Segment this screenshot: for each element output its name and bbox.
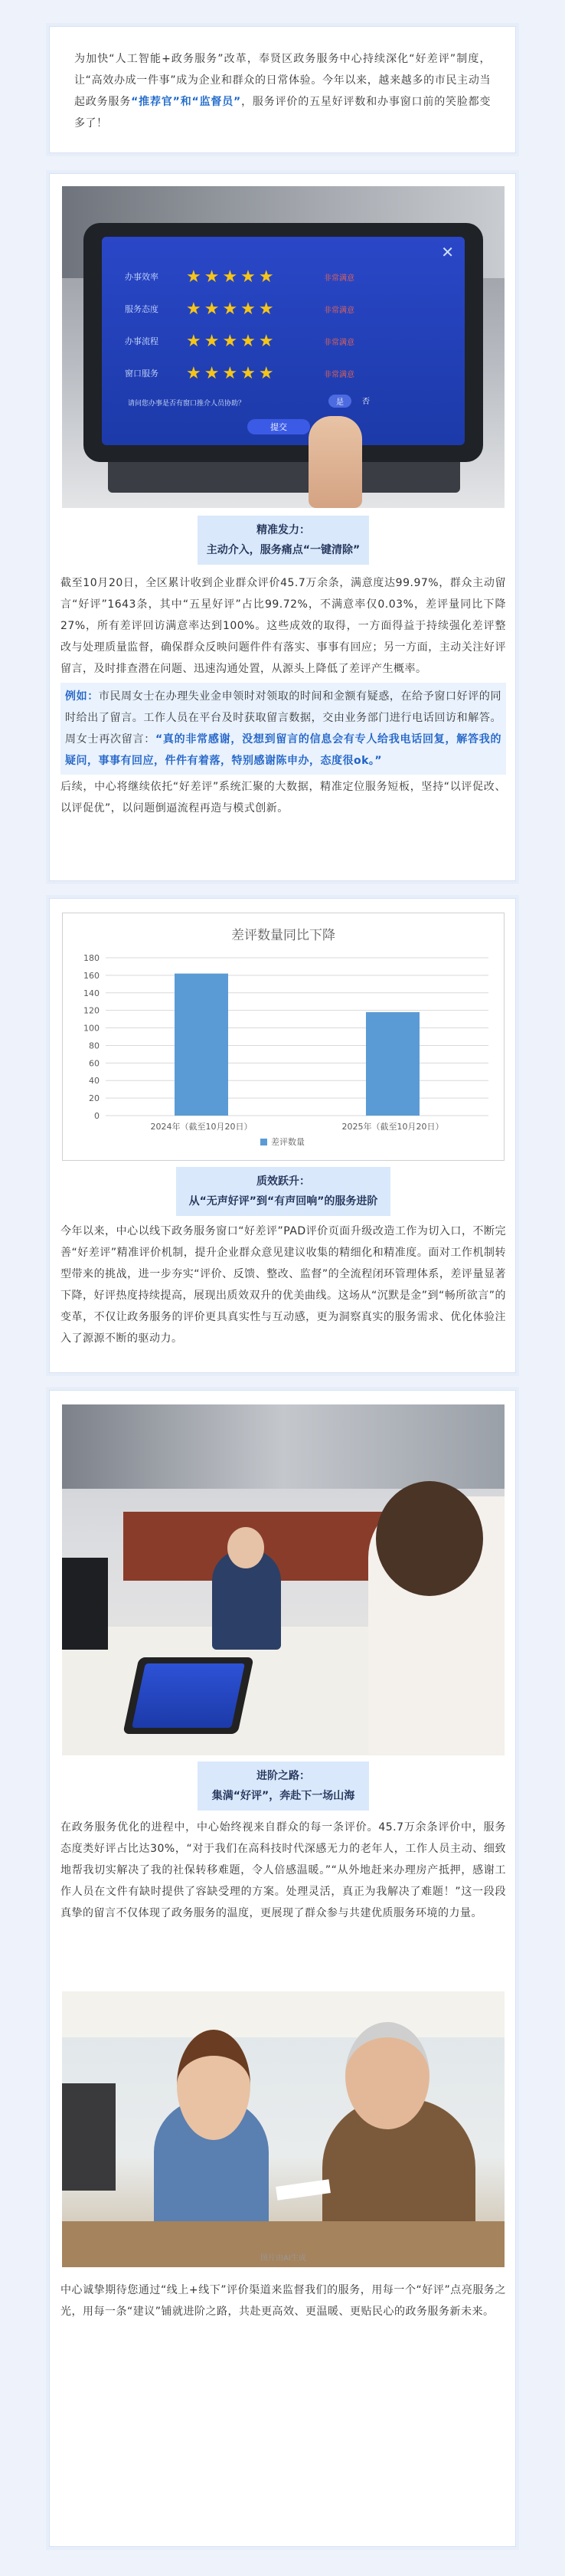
chart-frame	[62, 913, 505, 1161]
star-rating-icon[interactable]: ★★★★★	[186, 267, 277, 287]
section3-heading: 进阶之路： 集满“好评”，奔赴下一场山海	[198, 1762, 369, 1811]
hand-illustration	[309, 416, 362, 508]
section3-paragraph: 在政务服务优化的进程中，中心始终视来自群众的每一条评价。45.7万余条评价中，服务态度类好评占比达30%，“对于我们在高科技时代深感无力的老年人，工作人员主动、细致地帮我切实解决了我的社保转移难题，令人倍感温暖。”“从外地赶来办理房产抵押，感谢工作人员在文件有缺时提供了容缺受理的方案。处理灵活，真正为我解决了难题！”这一段段真挚的留言不仅体现了政务服务的温度，更展现了群众参与共建优质服务环境的力量。	[60, 1821, 506, 1919]
y-tick-label: 80	[89, 1041, 100, 1051]
bar-chart	[63, 913, 504, 1160]
tablet-rating-photo	[62, 186, 505, 508]
service-hall-photo	[62, 1404, 505, 1755]
legend-swatch	[260, 1139, 267, 1145]
y-tick-label: 120	[83, 1005, 100, 1016]
legend-label: 差评数量	[271, 1137, 305, 1147]
section1-heading: 精准发力： 主动介入，服务痛点“一键清除”	[198, 516, 369, 565]
x-tick-label: 2024年（截至10月20日）	[150, 1122, 253, 1132]
y-tick-label: 160	[83, 970, 100, 981]
example-box: 例如：市民周女士在办理失业金申领时对领取的时间和金额有疑惑，在给予窗口好评的同时给出了留言。工作人员在平台及时获取留言数据，交由业务部门进行电话回访和解答。周女士再次留言：“真的非常感谢，没想到留言的信息会有专人给我电话回复，解答我的疑问，事事有回应，件件有着落，特别感谢陈申办，态度很ok。”	[60, 683, 506, 775]
progress-card	[49, 1390, 516, 2547]
star-rating-icon[interactable]: ★★★★★	[186, 364, 277, 383]
closing-paragraph: 中心诚挚期待您通过“线上+线下”评价渠道来监督我们的服务，用每一个“好评”点亮服务之光，用每一条“建议”铺就进阶之路，共赴更高效、更温暖、更贴民心的政务服务新未来。	[60, 2284, 506, 2318]
y-tick-label: 100	[83, 1023, 100, 1034]
section2-heading: 质效跃升： 从“无声好评”到“有声回响”的服务进阶	[176, 1167, 390, 1216]
ai-illustration	[62, 1991, 505, 2267]
rating-row: 办事效率 ★★★★★ 非常满意	[125, 267, 354, 287]
close-icon[interactable]: ✕	[441, 243, 454, 261]
y-tick-label: 180	[83, 953, 100, 963]
example-label: 例如：	[65, 690, 99, 703]
intro-highlight: “推荐官”和“监督员”	[131, 96, 241, 108]
y-tick-label: 0	[94, 1111, 100, 1121]
chart-bar	[175, 974, 228, 1116]
intro-paragraph: 为加快“人工智能+政务服务”改革，奉贤区政务服务中心持续深化“好差评”制度，让“高效办成一件事”成为企业和群众的日常体验。今年以来，越来越多的市民主动当起政务服务“推荐官”和“监督员”，服务评价的五星好评数和办事窗口前的笑脸都变多了！	[74, 53, 492, 129]
rating-row: 服务态度 ★★★★★ 非常满意	[125, 300, 354, 319]
example-quote: “真的非常感谢，没想到留言的信息会有专人给我电话回复，解答我的疑问，事事有回应，件件有着落，特别感谢陈申办，态度很ok。”	[65, 733, 502, 767]
rating-row: 办事流程 ★★★★★ 非常满意	[125, 332, 354, 351]
section2-paragraph: 今年以来，中心以线下政务服务窗口“好差评”PAD评价页面升级改造工作为切入口，不断完善“好差评”精准评价机制，提升企业群众意见建议收集的精细化和精准度。面对工作机制转型带来的挑战，进一步夯实“评价、反馈、整改、监督”的全流程闭环管理体系，差评量显著下降，好评热度持续提高，展现出质效双升的优美曲线。这场从“沉默是金”到“畅所欲言”的变革，不仅让政务服务的评价更具真实性与互动感，更为洞察真实的服务需求、优化体验注入了源源不断的驱动力。	[60, 1225, 507, 1345]
intro-card	[49, 26, 516, 153]
star-rating-icon[interactable]: ★★★★★	[186, 332, 277, 351]
y-tick-label: 20	[89, 1093, 100, 1104]
rating-row: 窗口服务 ★★★★★ 非常满意	[125, 364, 354, 383]
y-tick-label: 140	[83, 988, 100, 998]
illustration-caption: 图片由AI生成	[260, 2254, 306, 2263]
precision-card	[49, 173, 516, 881]
toggle-yes[interactable]: 是	[328, 395, 351, 408]
section1-closing: 后续，中心将继续依托“好差评”系统汇聚的大数据，精准定位服务短板，坚持“以评促改、以评促优”，以问题倒逼流程再造与模式创新。	[60, 781, 506, 814]
submit-button[interactable]: 提交	[247, 419, 310, 434]
x-tick-label: 2025年（截至10月20日）	[341, 1122, 444, 1132]
chart-card	[49, 898, 516, 1373]
y-tick-label: 60	[89, 1058, 100, 1069]
chart-bar	[366, 1012, 420, 1116]
tablet-screen	[102, 237, 465, 445]
chart-title: 差评数量同比下降	[231, 928, 335, 943]
star-rating-icon[interactable]: ★★★★★	[186, 300, 277, 319]
tablet-question: 请问您办事是否有窗口推介人员协助？	[128, 400, 246, 408]
toggle-no[interactable]: 否	[362, 398, 370, 406]
y-tick-label: 40	[89, 1076, 100, 1086]
section1-paragraph: 截至10月20日，全区累计收到企业群众评价45.7万余条，满意度达99.97%，群众主动留言“好评”1643条，其中“五星好评”占比99.72%，不满意率仅0.03%，差评量同比下降27%，所有差评回访满意率达到100%。这些成效的取得，一方面得益于持续强化差评整改与处理质量监督，确保群众反映问题件件有落实、事事有回应；另一方面，主动关注好评留言，及时排查潜在问题、迅速沟通处置，从源头上降低了差评产生概率。	[60, 577, 506, 675]
